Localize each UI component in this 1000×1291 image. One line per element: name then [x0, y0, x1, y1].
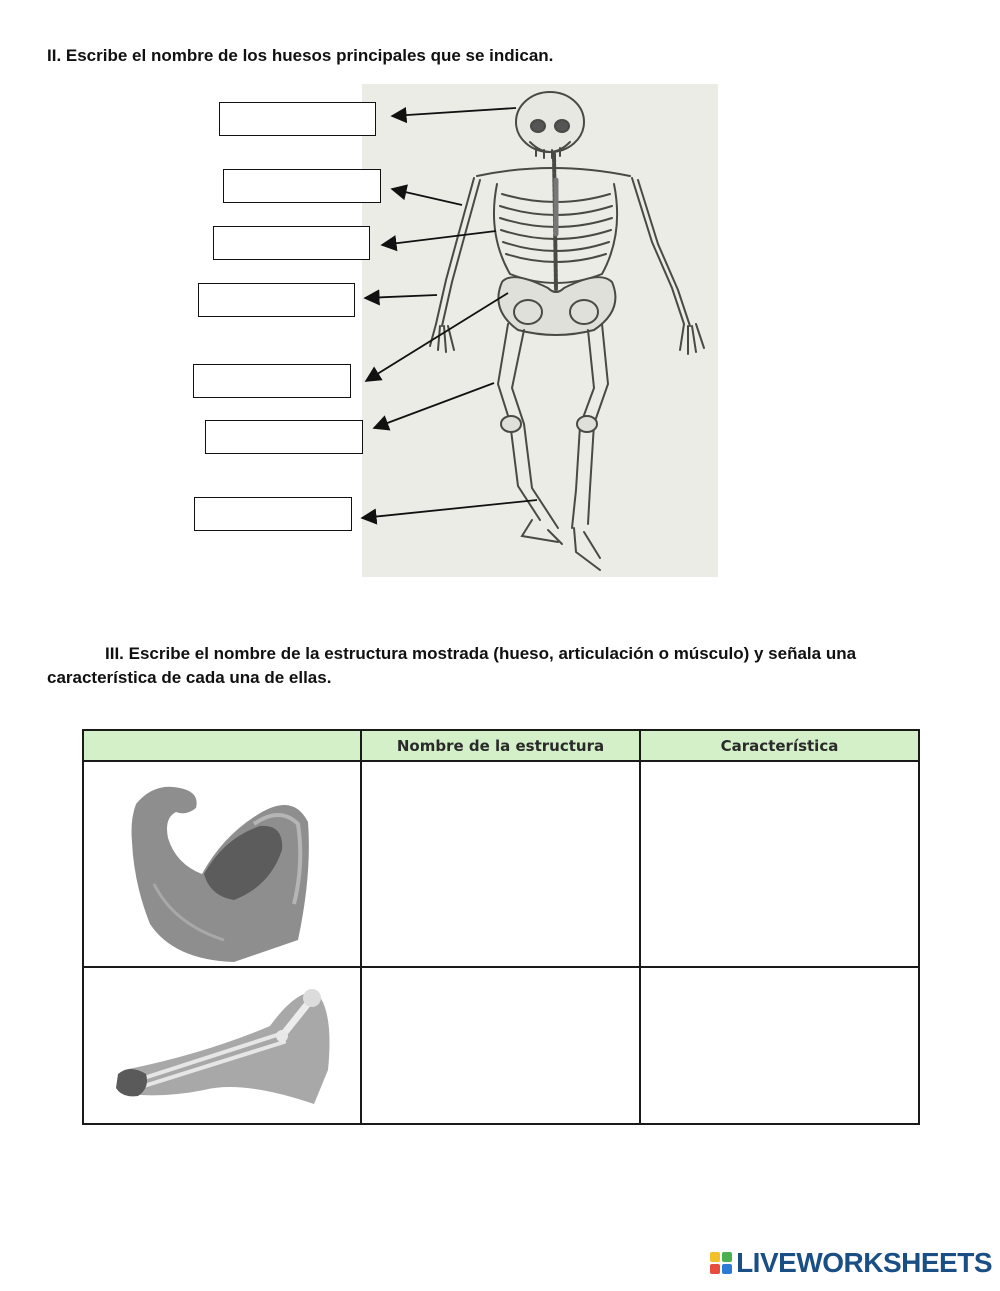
table-row [83, 761, 919, 967]
liveworksheets-logo-text: LIVEWORKSHEETS [736, 1247, 992, 1278]
section-3-heading: III. Escribe el nombre de la estructura mostrada (hueso, articulación o músculo) y señala una característica de cada una de ellas. [47, 644, 857, 687]
arrow-5 [366, 293, 508, 381]
arrow-3 [382, 231, 496, 245]
structures-table [82, 729, 920, 1125]
table-row [83, 967, 919, 1124]
structure-name-input-2[interactable] [362, 966, 639, 1121]
header-image [83, 730, 361, 761]
arrow-4 [365, 295, 437, 298]
table-header-row [83, 730, 919, 761]
logo-square-blue [722, 1264, 732, 1274]
logo-square-red [710, 1264, 720, 1274]
arrow-6 [374, 383, 494, 428]
structure-name-cell[interactable] [361, 761, 640, 967]
pointer-arrows [0, 0, 1000, 600]
structure-name-cell[interactable] [361, 967, 640, 1124]
image-cell [83, 967, 361, 1124]
image-cell [83, 761, 361, 967]
logo-square-green [722, 1252, 732, 1262]
arm-bones-joint-image [84, 970, 358, 1122]
logo-square-yellow [710, 1252, 720, 1262]
flexed-arm-muscle-image [84, 764, 358, 964]
header-structure-name: Nombre de la estructura [361, 730, 640, 761]
section-2-heading: II. Escribe el nombre de los huesos principales que se indican. [47, 46, 554, 65]
liveworksheets-logo [710, 1247, 992, 1279]
arrow-2 [392, 189, 462, 205]
characteristic-cell[interactable] [640, 967, 919, 1124]
arrow-1 [392, 108, 516, 116]
header-characteristic: Característica [640, 730, 919, 761]
characteristic-input-2[interactable] [641, 966, 918, 1121]
characteristic-input-1[interactable] [641, 760, 918, 964]
arrow-7 [362, 500, 537, 518]
characteristic-cell[interactable] [640, 761, 919, 967]
liveworksheets-logo-icon [710, 1252, 732, 1274]
structure-name-input-1[interactable] [362, 760, 639, 964]
